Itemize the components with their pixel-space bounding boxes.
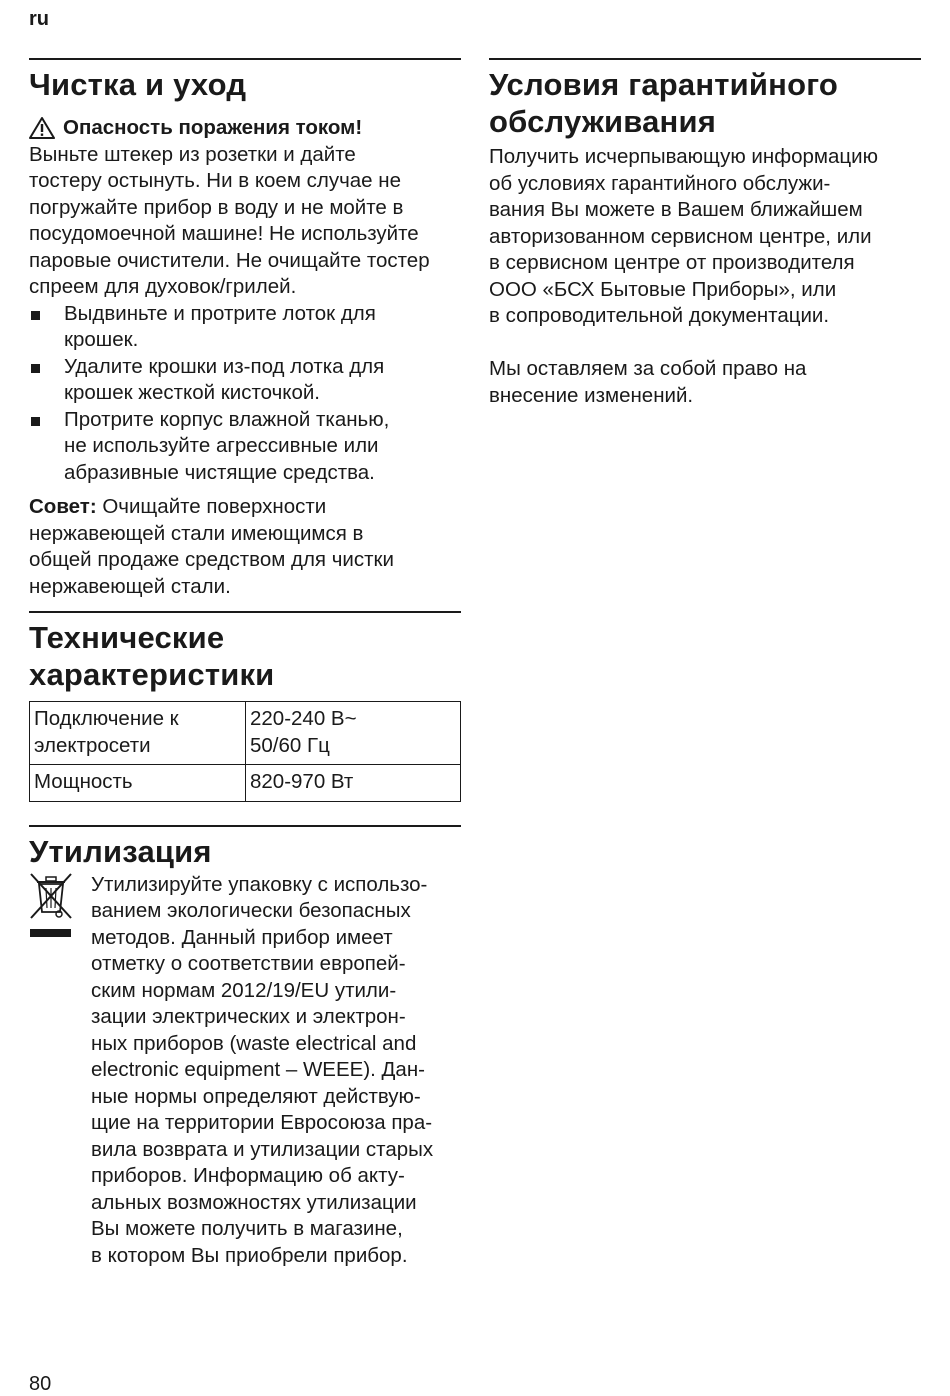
list-item: Удалите крошки из-под лотка для крошек жесткой кисточкой. [29,354,461,407]
left-column [29,58,461,1269]
section-divider [29,611,461,613]
cleaning-steps-list [29,301,461,487]
cleaning-intro: Выньте штекер из розетки и дайте тостеру остынуть. Ни в коем случае не погружайте прибор в воду и не мойте в посудомоечной машине! Не используйте паровые очистители. Не очищайте тостер спреем для духовок/грилей. [29,142,430,298]
right-column [489,58,921,409]
table-cell: Мощность [30,765,246,802]
table-cell: 820-970 Вт [246,765,461,802]
reservation-paragraph: Мы оставляем за собой право на внесение изменений. [489,357,807,407]
bullet-square-icon [31,364,40,373]
bullet-square-icon [31,311,40,320]
table-row [30,702,461,765]
section-divider [29,58,461,60]
section-divider [489,58,921,60]
disposal-text: Утилизируйте упаковку с использо- ванием экологически безопасных методов. Данный прибор имеет отметку о соответствии европей- ским нормам 2012/19/EU утили- зации электрических и электрон- ных приборов (waste electrical and electronic equipment – WEEE). Дан- ные нормы определяют действую- щие на территории Евросоюза пра- вила возврата и утилизации старых приборов. Информацию об акту- альных возможностях утилизации Вы можете получить в магазине, в котором Вы приобрели прибор. [91,872,434,1267]
tip-paragraph: Совет: Очищайте поверхности нержавеющей стали имеющимся в общей продаже средством для чистки нержавеющей стали. [29,495,394,598]
warning-line [29,115,461,142]
list-item: Протрите корпус влажной тканью, не используйте агрессивные или абразивные чистящие средства. [29,407,461,487]
list-item: Выдвиньте и протрите лоток для крошек. [29,301,461,354]
tip-label: Совет: [29,495,97,518]
disposal-heading: Утилизация [29,833,212,869]
table-row [30,765,461,802]
warning-title: Опасность поражения током! [63,116,363,139]
crossed-out-wheelie-bin-icon [29,929,73,946]
warning-triangle-icon [29,116,55,140]
cleaning-heading: Чистка и уход [29,67,247,102]
language-code: ru [29,8,49,30]
disposal-block [29,872,461,1270]
page-number: 80 [29,1373,52,1395]
warranty-paragraph: Получить исчерпывающую информацию об условиях гарантийного обслужи- вания Вы можете в Вашем ближайшем авторизованном сервисном центре, или в сервисном центре от производителя ООО «БСХ Бытовые Приборы», или в сопроводительной документации. [489,145,878,327]
table-cell: Подключение к электросети [30,702,246,765]
warranty-heading: Условия гарантийного обслуживания [489,67,839,139]
table-cell: 220-240 В~ 50/60 Гц [246,702,461,765]
bullet-square-icon [31,417,40,426]
specs-heading: Технические характеристики [29,620,275,692]
section-divider [29,825,461,827]
specs-table [29,701,461,802]
